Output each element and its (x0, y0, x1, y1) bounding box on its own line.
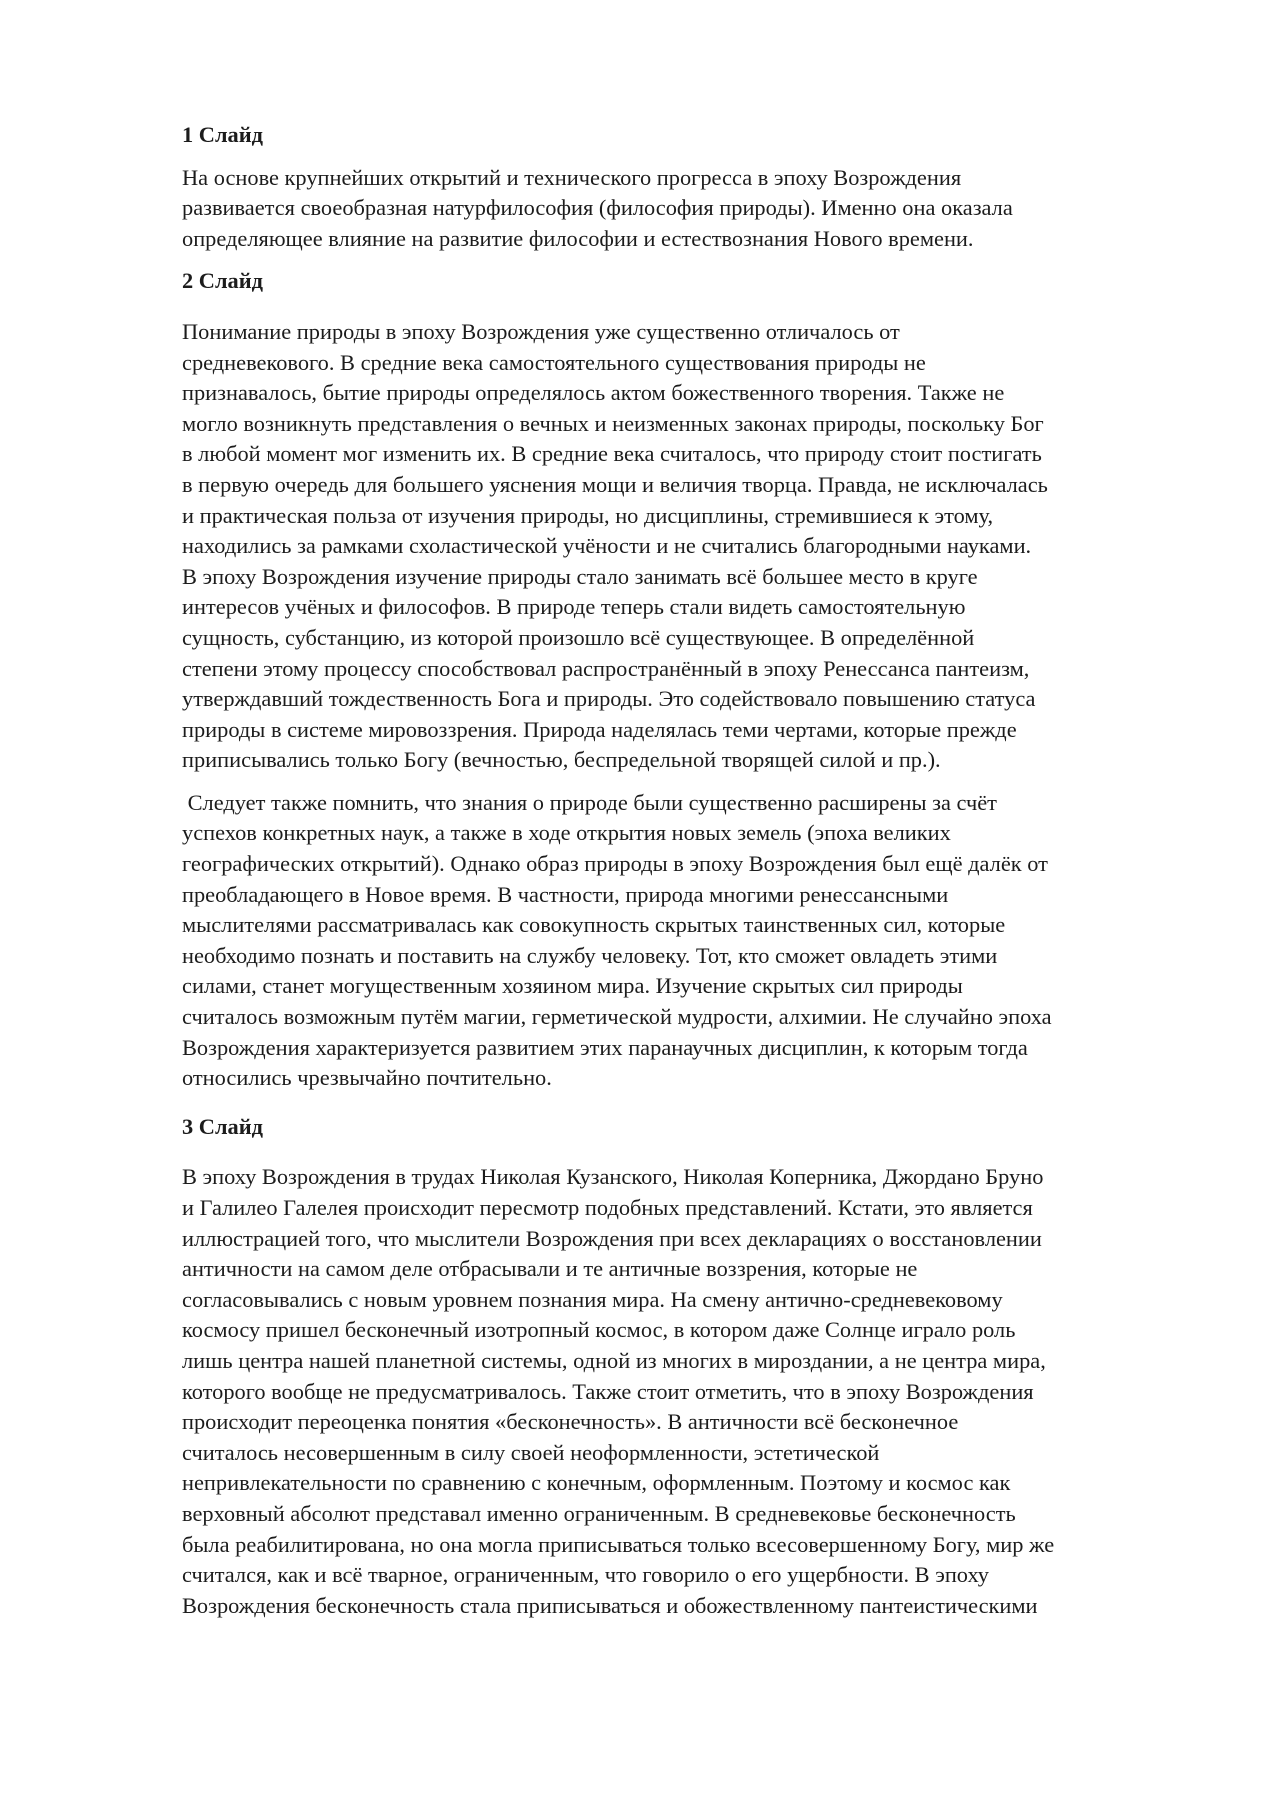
text-line: необходимо познать и поставить на службу человеку. Тот, кто сможет овладеть этими (182, 942, 998, 968)
section-heading-3: 3 Слайд (182, 1113, 263, 1139)
document-body (182, 120, 1202, 1633)
text-line: согласовывались с новым уровнем познания мира. На смену антично-средневековому (182, 1286, 1003, 1312)
text-line: Возрождения характеризуется развитием этих паранаучных дисциплин, к которым тогда (182, 1034, 1028, 1060)
paragraph-1-1 (182, 163, 1202, 255)
paragraph-2-2 (182, 788, 1202, 1094)
text-line: могло возникнуть представления о вечных и неизменных законах природы, поскольку Бог (182, 410, 1044, 436)
text-line: относились чрезвычайно почтительно. (182, 1065, 552, 1091)
text-line: была реабилитирована, но она могла приписываться только всесовершенному Богу, мир же (182, 1531, 1055, 1557)
text-line: которого вообще не предусматривалось. Также стоит отметить, что в эпоху Возрождения (182, 1378, 1034, 1404)
text-line: в любой момент мог изменить их. В средние века считалось, что природу стоит постигать (182, 441, 1042, 467)
text-line: и Галилео Галелея происходит пересмотр подобных представлений. Кстати, это является (182, 1195, 1033, 1220)
text-line: сущность, субстанцию, из которой произошло всё существующее. В определённой (182, 624, 975, 650)
text-line: В эпоху Возрождения в трудах Николая Кузанского, Николая Коперника, Джордано Бруно (182, 1164, 1044, 1190)
text-line: происходит переоценка понятия «бесконечность». В античности всё бесконечное (182, 1409, 959, 1435)
text-line: Понимание природы в эпоху Возрождения уже существенно отличалось от (182, 318, 900, 344)
text-line: развивается своеобразная натурфилософия (философия природы). Именно она оказала (182, 195, 1013, 221)
text-line: природы в системе мировоззрения. Природа наделялась теми чертами, которые прежде (182, 716, 1017, 742)
text-line: приписывались только Богу (вечностью, беспредельной творящей силой и пр.). (182, 747, 941, 773)
text-line: На основе крупнейших открытий и технического прогресса в эпоху Возрождения (182, 164, 962, 190)
text-line: успехов конкретных наук, а также в ходе открытия новых земель (эпоха великих (182, 820, 951, 846)
text-line: признавалось, бытие природы определялось актом божественного творения. Также не (182, 380, 1005, 406)
text-line: степени этому процессу способствовал распространённый в эпоху Ренессанса пантеизм, (182, 655, 1030, 681)
section-heading-2: 2 Слайд (182, 268, 263, 294)
text-line: Возрождения бесконечность стала приписываться и обожествленному пантеистическими (182, 1592, 1038, 1618)
text-line: и практическая польза от изучения природы, но дисциплины, стремившиеся к этому, (182, 502, 994, 528)
text-line: иллюстрацией того, что мыслители Возрождения при всех декларациях о восстановлении (182, 1225, 1042, 1251)
text-line: В эпоху Возрождения изучение природы стало занимать всё большее место в круге (182, 563, 978, 589)
text-line: считался, как и всё тварное, ограниченным, что говорило о его ущербности. В эпоху (182, 1562, 989, 1588)
text-line: географических открытий). Однако образ природы в эпоху Возрождения был ещё далёк от (182, 851, 1048, 877)
text-line: верховный абсолют представал именно ограниченным. В средневековье бесконечность (182, 1500, 1016, 1526)
text-line: античности на самом деле отбрасывали и те античные воззрения, которые не (182, 1256, 918, 1282)
text-line: в первую очередь для большего уяснения мощи и величия творца. Правда, не исключалась (182, 471, 1048, 497)
text-line: находились за рамками схоластической учёности и не считались благородными науками. (182, 533, 1032, 559)
text-line: считалось несовершенным в силу своей неоформленности, эстетической (182, 1439, 880, 1465)
text-line: утверждавший тождественность Бога и природы. Это содействовало повышению статуса (182, 686, 1036, 712)
text-line: преобладающего в Новое время. В частности, природа многими ренессансными (182, 881, 949, 907)
text-line: лишь центра нашей планетной системы, одной из многих в мироздании, а не центра мира, (182, 1347, 1046, 1373)
text-line: считалось возможным путём магии, герметической мудрости, алхимии. Не случайно эпоха (182, 1004, 1052, 1030)
text-line: средневекового. В средние века самостоятельного существования природы не (182, 349, 926, 375)
text-line: космосу пришел бесконечный изотропный космос, в котором даже Солнце играло роль (182, 1317, 1016, 1343)
text-line: силами, станет могущественным хозяином мира. Изучение скрытых сил природы (182, 973, 963, 999)
text-line: интересов учёных и философов. В природе теперь стали видеть самостоятельную (182, 594, 966, 620)
text-line: мыслителями рассматривалась как совокупность скрытых таинственных сил, которые (182, 912, 1006, 938)
text-line: Следует также помнить, что знания о природе были существенно расширены за счёт (182, 789, 997, 815)
section-heading-1: 1 Слайд (182, 122, 263, 147)
text-line: определяющее влияние на развитие философии и естествознания Нового времени. (182, 225, 974, 251)
paragraph-2-1 (182, 317, 1202, 776)
text-line: непривлекательности по сравнению с конечным, оформленным. Поэтому и космос как (182, 1470, 1011, 1496)
paragraph-3-1 (182, 1162, 1202, 1621)
